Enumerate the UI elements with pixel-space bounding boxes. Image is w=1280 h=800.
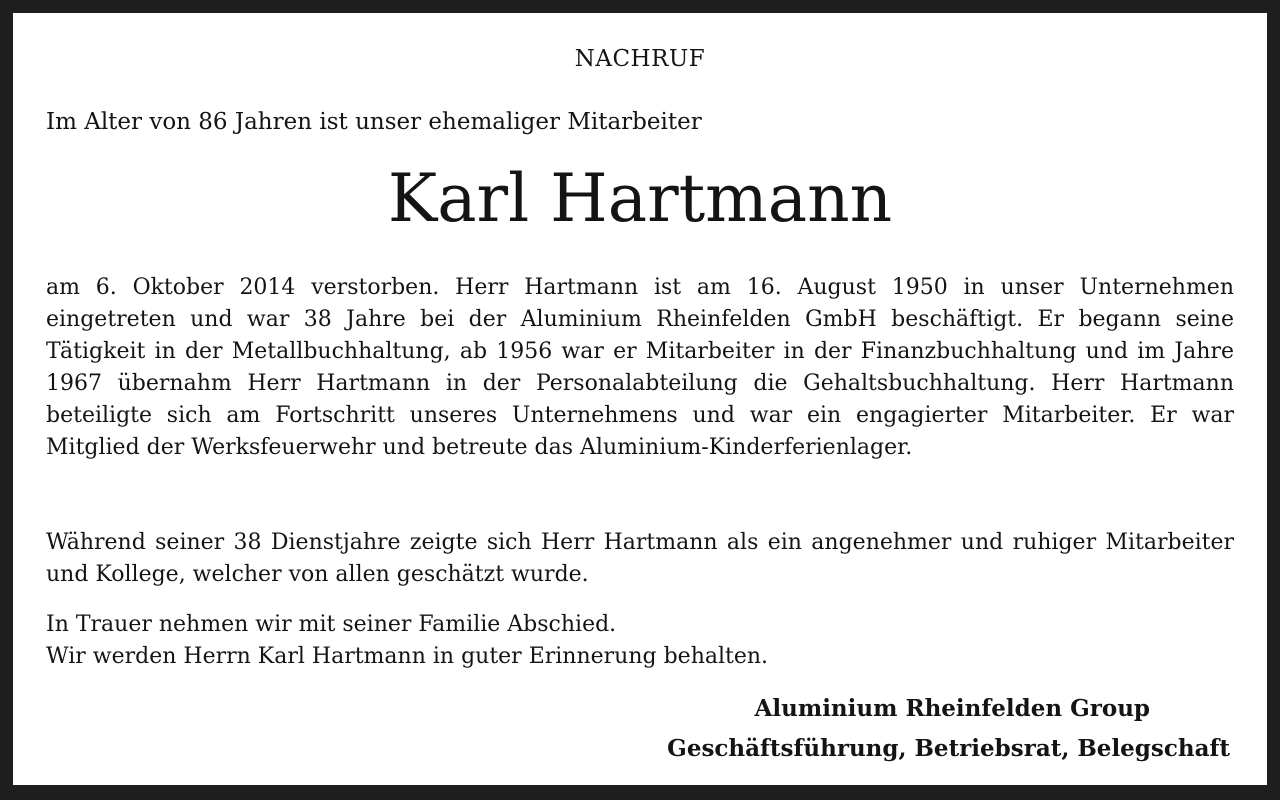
- obituary-notice: [13, 13, 1267, 785]
- deceased-name: Karl Hartmann: [387, 160, 893, 237]
- closing-line: Wir werden Herrn Karl Hartmann in guter Erinnerung behalten.: [46, 644, 769, 669]
- tribute-paragraph: Während seiner 38 Dienstjahre zeigte sich Herr Hartmann als ein angenehmer und ruhiger Mitarbeiter und Kollege, welcher von allen geschätzt wurde.: [46, 530, 1234, 587]
- closing-line: In Trauer nehmen wir mit seiner Familie Abschied.: [46, 612, 617, 637]
- signature-block: [667, 689, 1230, 769]
- signature-organization: Aluminium Rheinfelden Group: [754, 695, 1150, 722]
- biography-paragraph: am 6. Oktober 2014 verstorben. Herr Hartmann ist am 16. August 1950 in unser Unternehmen eingetreten und war 38 Jahre bei der Aluminium Rheinfelden GmbH beschäftigt. Er begann seine Tätigkeit in der Metallbuchhaltung, ab 1956 war er Mitarbeiter in der Finanzbuchhaltung und im Jahre 1967 übernahm Herr Hartmann in der Personalabteilung die Gehaltsbuchhaltung. Herr Hartmann beteiligte sich am Fortschritt unseres Unternehmens und war ein engagierter Mitarbeiter. Er war Mitglied der Werksfeuerwehr und betreute das Aluminium-Kinderferienlager.: [46, 275, 1234, 460]
- signature-departments: Geschäftsführung, Betriebsrat, Belegschaft: [667, 735, 1230, 762]
- closing-paragraph: [46, 609, 1234, 673]
- notice-content: [46, 13, 1234, 785]
- intro-line: Im Alter von 86 Jahren ist unser ehemaliger Mitarbeiter: [46, 109, 702, 135]
- notice-heading: NACHRUF: [574, 46, 706, 72]
